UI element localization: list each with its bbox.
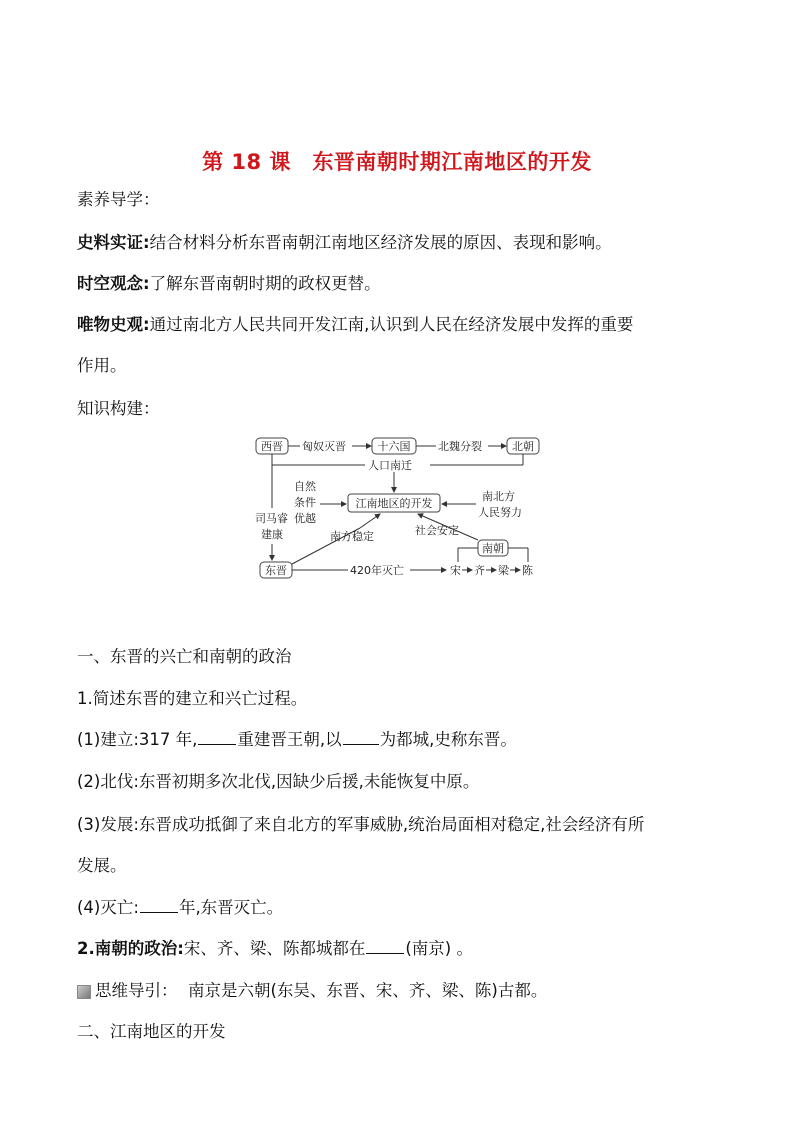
diagram-sima1: 司马睿 [255, 512, 288, 525]
knowledge-header: 知识构建： [77, 399, 160, 418]
q1-1-part-b: 重建晋王朝,以 [237, 730, 342, 749]
question-1-3-cont: 发展。 [77, 856, 127, 875]
q2-label: 2.南朝的政治: [77, 939, 184, 958]
diagram-nature2: 条件 [294, 496, 316, 509]
question-1-2: (2)北伐:东晋初期多次北伐,因缺少后援,未能恢复中原。 [77, 772, 480, 791]
page-title: 第 18 课 东晋南朝时期江南地区的开发 [202, 150, 592, 174]
diagram-people1: 南北方 [482, 490, 515, 503]
diagram-sima2: 建康 [261, 528, 283, 541]
literacy-item [77, 232, 737, 254]
q2-part-a: 宋、齐、梁、陈都城都在 [183, 939, 366, 958]
diagram-east-jin: 东晋 [265, 564, 287, 577]
question-2 [77, 938, 737, 960]
diagram-sixteen: 十六国 [377, 440, 411, 453]
diagram-center: 江南地区的开发 [355, 497, 433, 510]
literacy-item [77, 314, 737, 336]
literacy-label: 史料实证: [77, 233, 150, 252]
q1-1-part-a: (1)建立:317 年, [77, 730, 198, 749]
question-1: 1.简述东晋的建立和兴亡过程。 [77, 689, 308, 708]
diagram-north: 北朝 [512, 440, 534, 453]
q1-4-part-b: 年,东晋灭亡。 [178, 898, 284, 917]
diagram-liang: 梁 [498, 564, 509, 577]
knowledge-diagram [250, 430, 550, 590]
thinking-icon [77, 985, 91, 999]
q2-part-b: (南京) 。 [405, 939, 473, 958]
answer-blank[interactable] [343, 730, 379, 745]
diagram-migration: 人口南迁 [368, 459, 412, 472]
literacy-text: 结合材料分析东晋南朝江南地区经济发展的原因、表现和影响。 [149, 233, 612, 252]
diagram-social-stable: 社会安定 [415, 524, 459, 537]
question-1-4 [77, 897, 737, 919]
answer-blank[interactable] [140, 898, 178, 913]
answer-blank[interactable] [366, 939, 404, 954]
diagram-nature3: 优越 [294, 512, 316, 525]
thinking-label: 思维导引： [95, 981, 178, 1000]
diagram-chen: 陈 [522, 564, 533, 577]
literacy-text: 通过南北方人民共同开发江南,认识到人民在经济发展中发挥的重要 [149, 315, 634, 334]
literacy-label: 时空观念: [77, 274, 150, 293]
literacy-item [77, 273, 737, 295]
literacy-header: 素养导学： [77, 190, 160, 209]
section-heading: 一、东晋的兴亡和南朝的政治 [77, 647, 292, 666]
diagram-qi: 齐 [474, 564, 485, 577]
literacy-label: 唯物史观: [77, 315, 150, 334]
answer-blank[interactable] [198, 730, 236, 745]
diagram-xiongnu: 匈奴灭晋 [302, 440, 346, 453]
diagram-west-jin: 西晋 [261, 440, 283, 453]
q1-1-part-c: 为都城,史称东晋。 [379, 730, 517, 749]
q1-4-part-a: (4)灭亡: [77, 898, 139, 917]
thinking-guide [77, 980, 737, 1002]
diagram-south-dyn: 南朝 [482, 542, 504, 555]
question-1-3: (3)发展:东晋成功抵御了来自北方的军事威胁,统治局面相对稳定,社会经济有所 [77, 815, 645, 834]
diagram-south-stable: 南方稳定 [330, 530, 374, 543]
literacy-text: 了解东晋南朝时期的政权更替。 [149, 274, 381, 293]
literacy-continuation: 作用。 [77, 356, 127, 375]
diagram-fall420: 420年灭亡 [350, 564, 404, 577]
diagram-song: 宋 [450, 564, 461, 577]
question-1-1 [77, 729, 737, 751]
section-heading: 二、江南地区的开发 [77, 1022, 226, 1041]
diagram-nature1: 自然 [294, 480, 316, 493]
diagram-split: 北魏分裂 [438, 440, 482, 453]
diagram-people2: 人民努力 [478, 506, 522, 519]
thinking-text: 南京是六朝(东吴、东晋、宋、齐、梁、陈)古都。 [188, 981, 548, 1000]
